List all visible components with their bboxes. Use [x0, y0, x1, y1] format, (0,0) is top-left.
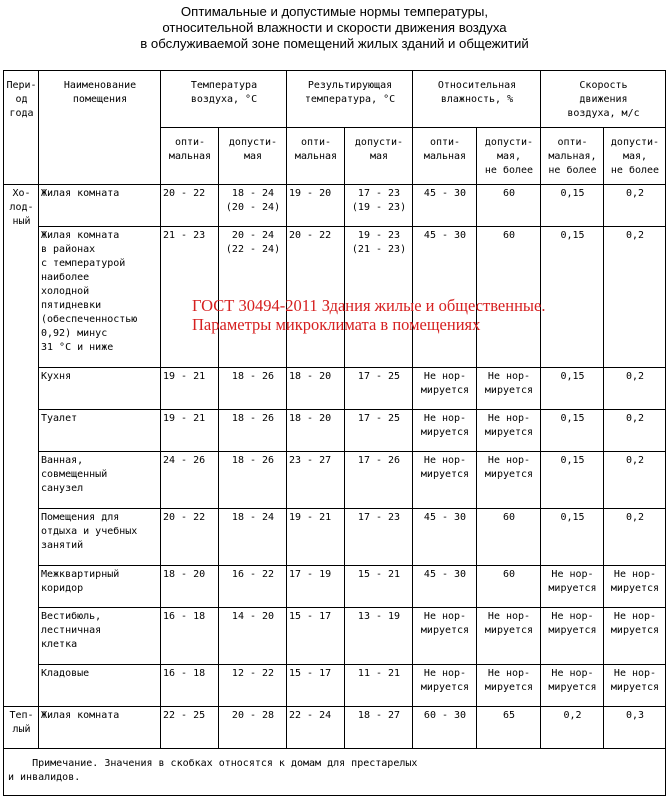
value-cell-r-opt: 18 - 20	[287, 410, 345, 452]
subheader-s-acc: допусти- мая, не более	[604, 128, 666, 185]
header-humidity: Относительная влажность, %	[413, 71, 541, 128]
room-name-cell: Жилая комната	[39, 185, 161, 227]
value-cell-s-acc: 0,2	[604, 452, 666, 509]
value-cell-s-opt: Не нор- мируется	[541, 665, 604, 707]
value-cell-s-acc: 0,2	[604, 509, 666, 566]
value-cell-t-acc: 20 - 24 (22 - 24)	[219, 227, 287, 368]
value-cell-h-acc: Не нор- мируется	[477, 665, 541, 707]
value-cell-h-opt: Не нор- мируется	[413, 368, 477, 410]
gost-overlay-line-2: Параметры микроклимата в помещениях	[192, 315, 481, 334]
header-air-temp: Температура воздуха, °С	[161, 71, 287, 128]
header-result-temp: Результирующая температура, °С	[287, 71, 413, 128]
value-cell-h-opt: 45 - 30	[413, 185, 477, 227]
value-cell-h-acc: 60	[477, 227, 541, 368]
room-name-cell: Кухня	[39, 368, 161, 410]
room-name-cell: Туалет	[39, 410, 161, 452]
table-row	[4, 608, 666, 665]
value-cell-t-opt: 20 - 22	[161, 509, 219, 566]
value-cell-h-acc: Не нор- мируется	[477, 410, 541, 452]
value-cell-h-opt: Не нор- мируется	[413, 410, 477, 452]
value-cell-t-acc: 12 - 22	[219, 665, 287, 707]
value-cell-r-acc: 13 - 19	[345, 608, 413, 665]
value-cell-r-acc: 11 - 21	[345, 665, 413, 707]
value-cell-t-acc: 18 - 26	[219, 368, 287, 410]
value-cell-r-opt: 19 - 21	[287, 509, 345, 566]
value-cell-t-opt: 18 - 20	[161, 566, 219, 608]
value-cell-r-opt: 22 - 24	[287, 707, 345, 749]
header-air-speed: Скорость движения воздуха, м/с	[541, 71, 666, 128]
value-cell-s-acc: 0,2	[604, 227, 666, 368]
value-cell-r-acc: 15 - 21	[345, 566, 413, 608]
value-cell-t-opt: 16 - 18	[161, 665, 219, 707]
value-cell-h-opt: 60 - 30	[413, 707, 477, 749]
period-warm: Теп- лый	[4, 707, 39, 749]
value-cell-r-acc: 19 - 23 (21 - 23)	[345, 227, 413, 368]
value-cell-s-opt: Не нор- мируется	[541, 566, 604, 608]
room-name-cell: Жилая комната	[39, 707, 161, 749]
gost-overlay-line-1: ГОСТ 30494-2011 Здания жилые и общественные.	[192, 296, 546, 315]
value-cell-r-acc: 17 - 23 (19 - 23)	[345, 185, 413, 227]
table-row	[4, 227, 666, 368]
value-cell-s-opt: 0,2	[541, 707, 604, 749]
value-cell-s-opt: 0,15	[541, 452, 604, 509]
value-cell-r-acc: 18 - 27	[345, 707, 413, 749]
subheader-t-opt: опти- мальная	[161, 128, 219, 185]
value-cell-r-acc: 17 - 23	[345, 509, 413, 566]
room-name-cell: Ванная, совмещенный санузел	[39, 452, 161, 509]
subheader-h-opt: опти- мальная	[413, 128, 477, 185]
value-cell-t-opt: 21 - 23	[161, 227, 219, 368]
value-cell-h-opt: Не нор- мируется	[413, 608, 477, 665]
table-row	[4, 185, 666, 227]
table-row	[4, 566, 666, 608]
title-line-1: Оптимальные и допустимые нормы температуры,	[180, 4, 489, 19]
title-line-3: в обслуживаемой зоне помещений жилых зданий и общежитий	[140, 36, 529, 51]
value-cell-h-acc: Не нор- мируется	[477, 452, 541, 509]
value-cell-t-acc: 18 - 24	[219, 509, 287, 566]
value-cell-t-opt: 16 - 18	[161, 608, 219, 665]
value-cell-s-acc: 0,2	[604, 185, 666, 227]
value-cell-s-acc: Не нор- мируется	[604, 665, 666, 707]
value-cell-t-opt: 20 - 22	[161, 185, 219, 227]
value-cell-t-acc: 20 - 28	[219, 707, 287, 749]
value-cell-s-opt: 0,15	[541, 509, 604, 566]
note-row	[4, 749, 666, 796]
header-room-name: Наименование помещения	[39, 71, 161, 185]
table-row	[4, 509, 666, 566]
value-cell-h-acc: Не нор- мируется	[477, 368, 541, 410]
subheader-t-acc: допусти- мая	[219, 128, 287, 185]
value-cell-h-acc: 65	[477, 707, 541, 749]
title-line-2: относительной влажности и скорости движения воздуха	[162, 20, 507, 35]
value-cell-h-acc: Не нор- мируется	[477, 608, 541, 665]
room-name-cell: Помещения для отдыха и учебных занятий	[39, 509, 161, 566]
value-cell-h-opt: 45 - 30	[413, 227, 477, 368]
value-cell-t-acc: 16 - 22	[219, 566, 287, 608]
value-cell-r-opt: 20 - 22	[287, 227, 345, 368]
table-row	[4, 452, 666, 509]
value-cell-r-acc: 17 - 25	[345, 368, 413, 410]
table-note: Примечание. Значения в скобках относятся к домам для престарелых и инвалидов.	[4, 749, 666, 796]
value-cell-s-opt: 0,15	[541, 185, 604, 227]
subheader-h-acc: допусти- мая, не более	[477, 128, 541, 185]
value-cell-s-opt: 0,15	[541, 368, 604, 410]
table-row	[4, 665, 666, 707]
value-cell-t-opt: 24 - 26	[161, 452, 219, 509]
subheader-s-opt: опти- мальная, не более	[541, 128, 604, 185]
value-cell-r-opt: 15 - 17	[287, 608, 345, 665]
value-cell-t-acc: 18 - 26	[219, 452, 287, 509]
value-cell-r-acc: 17 - 26	[345, 452, 413, 509]
value-cell-r-opt: 23 - 27	[287, 452, 345, 509]
subheader-r-opt: опти- мальная	[287, 128, 345, 185]
value-cell-s-opt: 0,15	[541, 227, 604, 368]
value-cell-t-opt: 22 - 25	[161, 707, 219, 749]
value-cell-s-acc: 0,3	[604, 707, 666, 749]
subheader-r-acc: допусти- мая	[345, 128, 413, 185]
header-period: Пери- од года	[4, 71, 39, 185]
room-name-cell: Вестибюль, лестничная клетка	[39, 608, 161, 665]
period-cold: Хо- лод- ный	[4, 185, 39, 707]
value-cell-r-acc: 17 - 25	[345, 410, 413, 452]
value-cell-h-opt: Не нор- мируется	[413, 665, 477, 707]
room-name-cell: Жилая комната в районах с температурой наиболее холодной пятидневки (обеспеченностью 0,92) минус 31 °С и ниже	[39, 227, 161, 368]
table-row	[4, 707, 666, 749]
value-cell-t-opt: 19 - 21	[161, 410, 219, 452]
value-cell-s-acc: 0,2	[604, 410, 666, 452]
value-cell-h-opt: Не нор- мируется	[413, 452, 477, 509]
value-cell-h-acc: 60	[477, 185, 541, 227]
value-cell-h-opt: 45 - 30	[413, 566, 477, 608]
value-cell-s-acc: Не нор- мируется	[604, 608, 666, 665]
value-cell-r-opt: 15 - 17	[287, 665, 345, 707]
value-cell-r-opt: 18 - 20	[287, 368, 345, 410]
value-cell-t-acc: 18 - 26	[219, 410, 287, 452]
page-title	[0, 4, 669, 52]
header-row	[4, 71, 666, 128]
value-cell-s-acc: Не нор- мируется	[604, 566, 666, 608]
value-cell-h-opt: 45 - 30	[413, 509, 477, 566]
value-cell-s-opt: 0,15	[541, 410, 604, 452]
value-cell-r-opt: 19 - 20	[287, 185, 345, 227]
value-cell-h-acc: 60	[477, 566, 541, 608]
value-cell-t-acc: 18 - 24 (20 - 24)	[219, 185, 287, 227]
room-name-cell: Межквартирный коридор	[39, 566, 161, 608]
value-cell-h-acc: 60	[477, 509, 541, 566]
value-cell-s-opt: Не нор- мируется	[541, 608, 604, 665]
value-cell-s-acc: 0,2	[604, 368, 666, 410]
value-cell-t-acc: 14 - 20	[219, 608, 287, 665]
microclimate-norms-table	[3, 70, 666, 796]
value-cell-t-opt: 19 - 21	[161, 368, 219, 410]
value-cell-r-opt: 17 - 19	[287, 566, 345, 608]
table-row	[4, 410, 666, 452]
table-row	[4, 368, 666, 410]
room-name-cell: Кладовые	[39, 665, 161, 707]
